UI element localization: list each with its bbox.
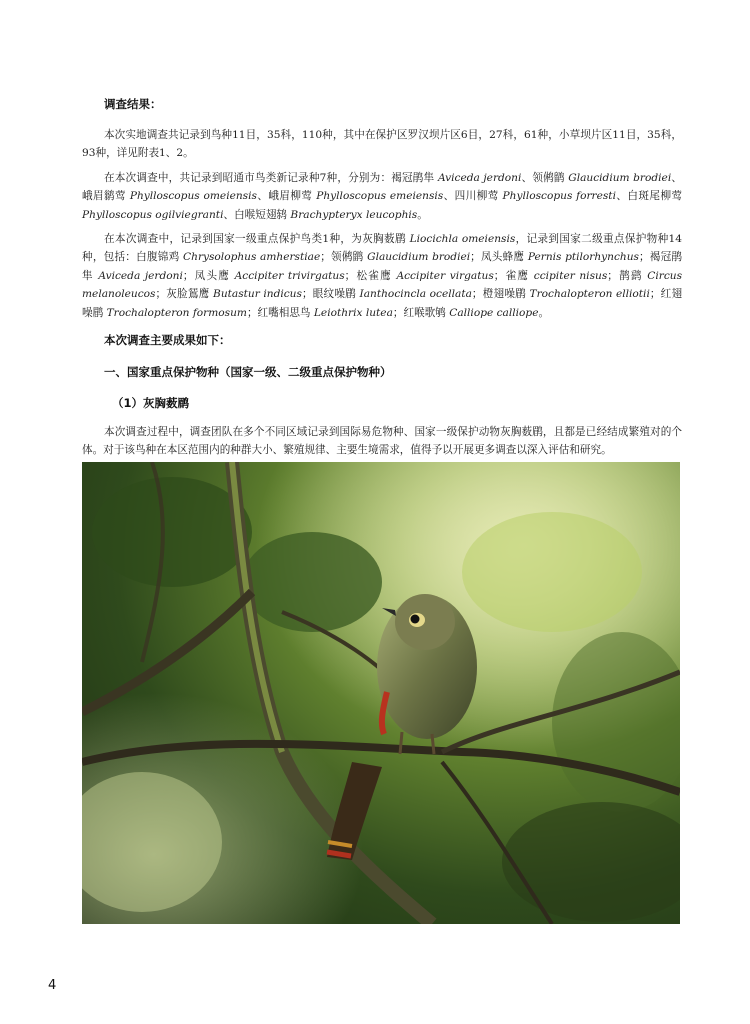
species-cn-name: 眼纹噪鹛 <box>312 288 356 301</box>
species-cn-name: 雀鹰 <box>504 269 530 282</box>
species-latin-name: Accipiter virgatus <box>396 269 494 282</box>
separator: ； <box>344 269 356 282</box>
species-cn-name: 白腹锦鸡 <box>136 251 180 264</box>
separator: ； <box>649 288 661 301</box>
heading-results: 调查结果： <box>104 97 162 111</box>
separator: 、 <box>671 171 682 184</box>
species-cn-name: 峨眉鹟莺 <box>82 190 127 203</box>
species-cn-name: 凤头蜂鹰 <box>480 251 525 264</box>
species-cn-name: 四川柳莺 <box>454 190 499 203</box>
species-cn-name: 凤头鹰 <box>193 269 231 282</box>
species-latin-name: Phylloscopus ogilviegranti <box>82 208 224 221</box>
species-cn-name: 白喉短翅鸫 <box>234 208 288 221</box>
species-latin-name: ccipiter nisus <box>533 269 608 282</box>
new-records-intro: 在本次调查中，共记录到昭通市鸟类新记录种7种，分别为： <box>104 171 392 184</box>
bird-photo-illustration <box>82 462 680 924</box>
page-number: 4 <box>48 978 57 993</box>
species-latin-name: Aviceda jerdoni <box>98 269 183 282</box>
species-latin-name: Glaucidium brodiei <box>568 171 672 184</box>
species-cn-name: 松雀鹰 <box>355 269 392 282</box>
separator: 。 <box>538 306 550 319</box>
separator: 、 <box>223 208 235 221</box>
protected-mid: ，记录到国家二级重点保护物种14种，包括： <box>82 233 682 264</box>
separator: ； <box>320 251 331 264</box>
paragraph-new-records <box>82 169 682 224</box>
paragraph-protected-species <box>82 230 682 322</box>
species-latin-name: Glaucidium brodiei <box>367 251 471 264</box>
separator: ； <box>470 251 481 264</box>
species-cn-name: 红翅噪鹛 <box>82 288 683 319</box>
separator: ； <box>607 269 618 282</box>
species-cn-name: 白斑尾柳莺 <box>627 190 683 203</box>
species-cn-name: 红嘴相思鸟 <box>257 306 311 319</box>
separator: ； <box>493 269 505 282</box>
species-latin-name: Butastur indicus <box>213 288 302 301</box>
species-cn-name: 领鸺鹠 <box>532 171 565 184</box>
separator: 。 <box>417 208 428 221</box>
text-body <box>82 90 682 460</box>
species-cn-name: 橙翅噪鹛 <box>482 288 526 301</box>
species-cn-name: 峨眉柳莺 <box>268 190 313 203</box>
species-cn-name: 灰脸鵟鹰 <box>166 288 210 301</box>
species-latin-name: Liocichla omeiensis <box>409 233 516 246</box>
species-cn-name: 褐冠鹃隼 <box>82 251 683 282</box>
species-cn-name: 鹊鹞 <box>617 269 643 282</box>
separator: ； <box>301 288 313 301</box>
paragraph-grey-breasted-liocichla: 本次调查过程中，调查团队在多个不同区域记录到国际易危物种、国家一级保护动物灰胸薮鹛，且都是已经结成繁殖对的个体。对于该鸟种在本区范围内的种群大小、繁殖规律、主要生境需求，值得予以开展更多调查以深入评估和研究。 <box>82 426 682 457</box>
species-cn-name: 红喉歌鸲 <box>403 306 446 319</box>
species-latin-name: Trochalopteron elliotii <box>529 288 650 301</box>
separator: 、 <box>443 190 455 203</box>
heading-section-1: 一、国家重点保护物种（国家一级、二级重点保护物种） <box>104 365 392 380</box>
separator: 、 <box>615 190 628 203</box>
separator: ； <box>155 288 167 301</box>
species-latin-name: Calliope calliope <box>449 306 539 319</box>
separator: 、 <box>256 190 269 203</box>
species-latin-name: Phylloscopus emeiensis <box>316 190 444 203</box>
species-latin-name: Chrysolophus amherstiae <box>183 251 321 264</box>
separator: ； <box>392 306 404 319</box>
species-latin-name: Aviceda jerdoni <box>437 171 522 184</box>
species-cn-name: 褐冠鹃隼 <box>391 171 435 184</box>
separator: ； <box>471 288 483 301</box>
species-latin-name: Phylloscopus forresti <box>502 190 616 203</box>
species-latin-name: Pernis ptilorhynchus <box>527 251 639 264</box>
paragraph-summary: 本次实地调查共记录到鸟种11目，35科，110种，其中在保护区罗汉坝片区6目，27科，61种，小草坝片区11目，35科，93种，详见附表1、2。 <box>82 129 682 160</box>
heading-main-results: 本次调查主要成果如下： <box>104 333 231 348</box>
species-latin-name: Phylloscopus omeiensis <box>129 190 257 203</box>
species-latin-name: Circus melanoleucos <box>82 269 683 301</box>
species-latin-name: Brachypteryx leucophis <box>290 208 418 221</box>
heading-subsection-1: （1）灰胸薮鹛 <box>112 396 190 411</box>
species-latin-name: Leiothrix lutea <box>313 306 393 319</box>
separator: 、 <box>521 171 533 184</box>
species-latin-name: Accipiter trivirgatus <box>234 269 345 282</box>
species-cn-name: 领鸺鹠 <box>330 251 364 264</box>
species-latin-name: Ianthocincla ocellata <box>359 288 472 301</box>
protected-intro: 在本次调查中，记录到国家一级重点保护鸟类1种，为灰胸薮鹛 <box>104 233 406 246</box>
separator: ； <box>246 306 258 319</box>
species-latin-name: Trochalopteron formosum <box>106 306 247 319</box>
bird-photo <box>82 462 680 924</box>
separator: ； <box>182 269 194 282</box>
separator: ； <box>638 251 650 264</box>
